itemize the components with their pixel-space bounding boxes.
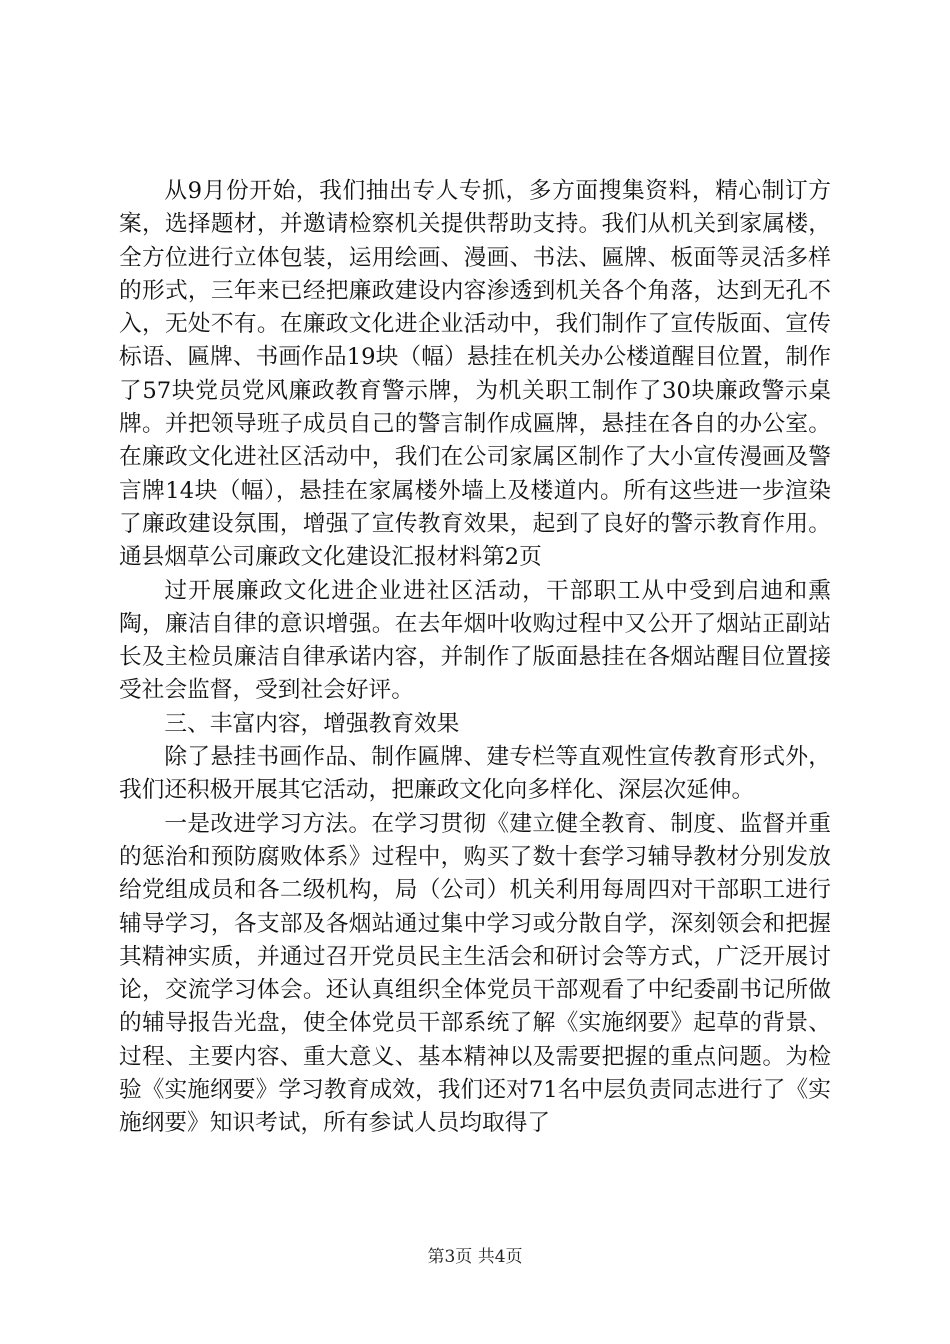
page-footer: 第3页 共4页 — [427, 1247, 523, 1267]
paragraph-4: 一是改进学习方法。在学习贯彻《建立健全教育、制度、监督并重的惩治和预防腐败体系》过程中，购买了数十套学习辅导教材分别发放给党组成员和各二级机构，局（公司）机关利用每周四对干部职工进行辅导学习，各支部及各烟站通过集中学习或分散自学，深刻领会和把握其精神实质，并通过召开党员民主生活会和研讨会等方式，广泛开展讨论，交流学习体会。还认真组织全体党员干部观看了中纪委副书记所做的辅导报告光盘，使全体党员干部系统了解《实施纲要》起草的背景、过程、主要内容、重大意义、基本精神以及需要把握的重点问题。为检验《实施纲要》学习教育成效，我们还对71名中层负责同志进行了《实施纲要》知识考试，所有参试人员均取得了 — [119, 810, 831, 1137]
document-body — [119, 175, 831, 1141]
paragraph-1: 从9月份开始，我们抽出专人专抓，多方面搜集资料，精心制订方案，选择题材，并邀请检察机关提供帮助支持。我们从机关到家属楼，全方位进行立体包装，运用绘画、漫画、书法、匾牌、板面等灵活多样的形式，三年来已经把廉政建设内容渗透到机关各个角落，达到无孔不入，无处不有。在廉政文化进企业活动中，我们制作了宣传版面、宣传标语、匾牌、书画作品19块（幅）悬挂在机关办公楼道醒目位置，制作了57块党员党风廉政教育警示牌，为机关职工制作了30块廉政警示桌牌。并把领导班子成员自己的警言制作成匾牌，悬挂在各自的办公室。在廉政文化进社区活动中，我们在公司家属区制作了大小宣传漫画及警言牌14块（幅），悬挂在家属楼外墙上及楼道内。所有这些进一步渲染了廉政建设氛围，增强了宣传教育效果，起到了良好的警示教育作用。通县烟草公司廉政文化建设汇报材料第2页 — [119, 178, 831, 571]
paragraph-3: 除了悬挂书画作品、制作匾牌、建专栏等直观性宣传教育形式外，我们还积极开展其它活动，把廉政文化向多样化、深层次延伸。 — [119, 744, 831, 804]
paragraph-2: 过开展廉政文化进企业进社区活动，干部职工从中受到启迪和熏陶，廉洁自律的意识增强。在去年烟叶收购过程中又公开了烟站正副站长及主检员廉洁自律承诺内容，并制作了版面悬挂在各烟站醒目位置接受社会监督，受到社会好评。 — [119, 577, 831, 704]
section-heading: 三、丰富内容，增强教育效果 — [164, 710, 460, 737]
